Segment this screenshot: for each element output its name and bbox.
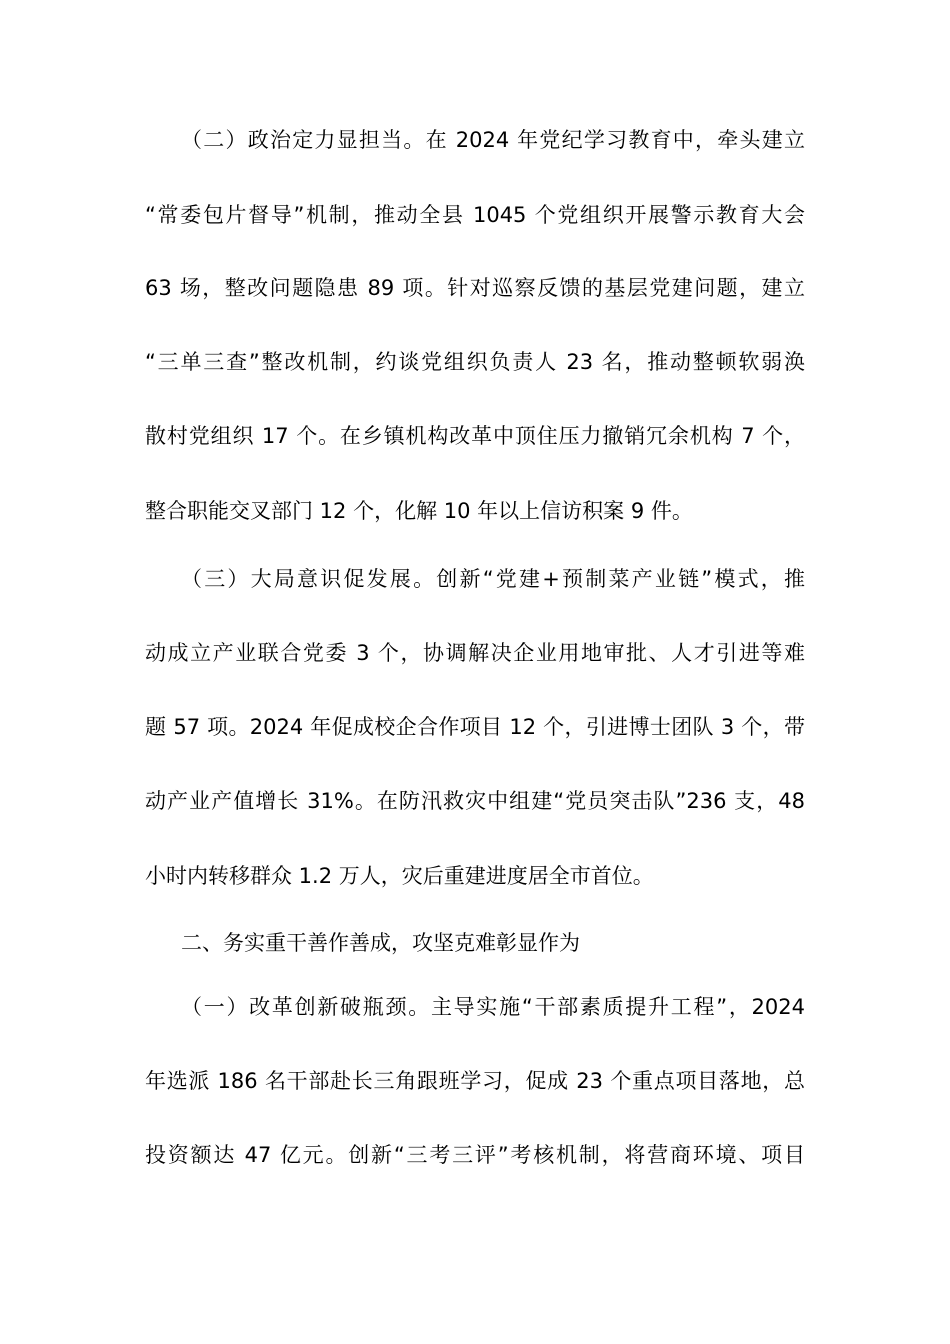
paragraph-line: 63 场，整改问题隐患 89 项。针对巡察反馈的基层党建问题，建立	[145, 276, 805, 300]
paragraph-line: （三）大局意识促发展。创新“党建+预制菜产业链”模式，推	[181, 567, 805, 591]
section-heading: 二、务实重干善作善成，攻坚克难彰显作为	[181, 931, 580, 955]
paragraph-line: 散村党组织 17 个。在乡镇机构改革中顶住压力撤销冗余机构 7 个，	[145, 424, 805, 448]
paragraph-line: （二）政治定力显担当。在 2024 年党纪学习教育中，牵头建立	[181, 128, 805, 152]
paragraph-line: “常委包片督导”机制，推动全县 1045 个党组织开展警示教育大会	[145, 203, 805, 227]
paragraph-line: 动产业产值增长 31%。在防汛救灾中组建“党员突击队”236 支，48	[145, 789, 805, 813]
paragraph-line: （一）改革创新破瓶颈。主导实施“干部素质提升工程”，2024	[181, 995, 805, 1019]
paragraph-line: 题 57 项。2024 年促成校企合作项目 12 个，引进博士团队 3 个，带	[145, 715, 805, 739]
paragraph-line: “三单三查”整改机制，约谈党组织负责人 23 名，推动整顿软弱涣	[145, 350, 805, 374]
paragraph-line: 动成立产业联合党委 3 个，协调解决企业用地审批、人才引进等难	[145, 641, 805, 665]
paragraph-line: 整合职能交叉部门 12 个，化解 10 年以上信访积案 9 件。	[145, 499, 693, 523]
paragraph-line: 年选派 186 名干部赴长三角跟班学习，促成 23 个重点项目落地，总	[145, 1069, 805, 1093]
paragraph-line: 投资额达 47 亿元。创新“三考三评”考核机制，将营商环境、项目	[145, 1143, 805, 1167]
paragraph-line: 小时内转移群众 1.2 万人，灾后重建进度居全市首位。	[145, 864, 654, 888]
